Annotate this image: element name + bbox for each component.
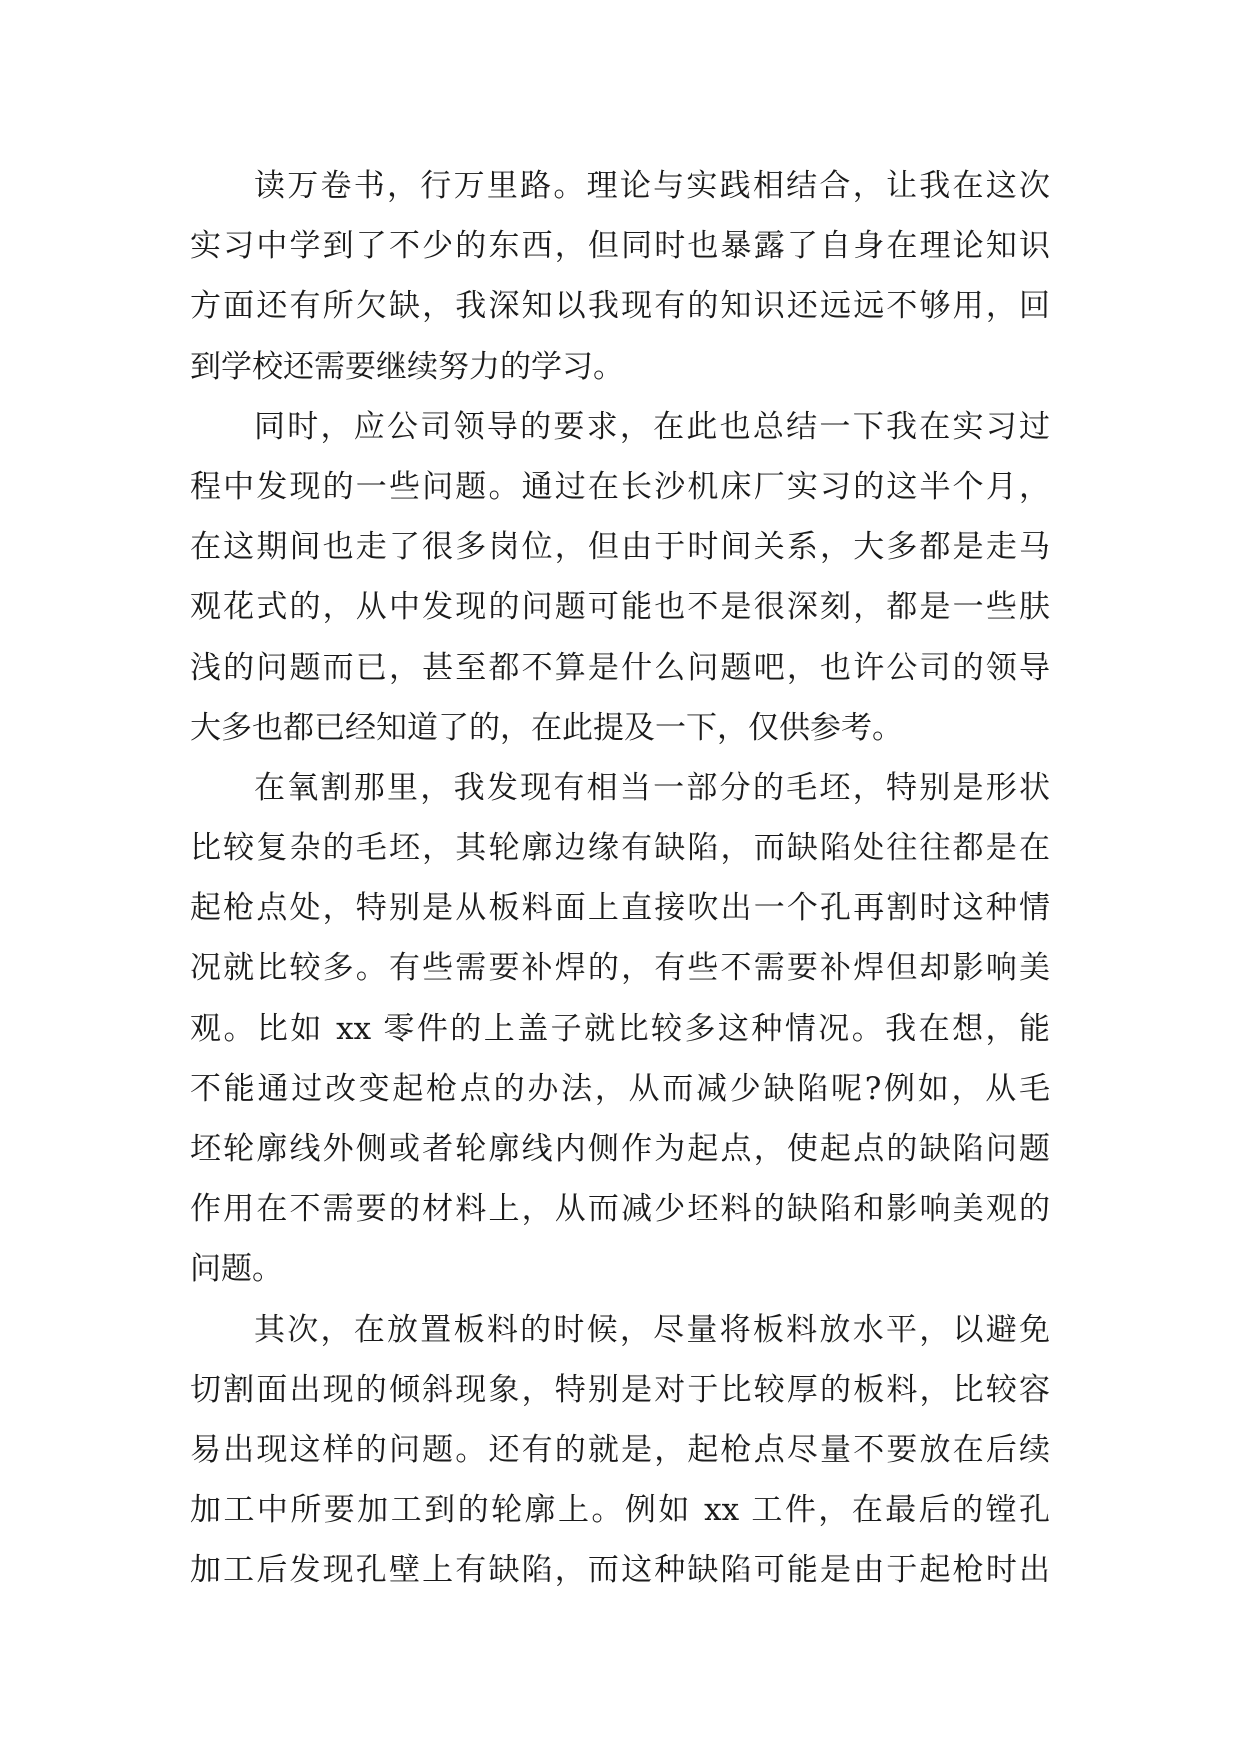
text-line: 读万卷书，行万里路。理论与实践相结合，让我在这次 (254, 168, 1050, 204)
paragraph-3 (190, 758, 1050, 1300)
text-line: 加工后发现孔壁上有缺陷，而这种缺陷可能是由于起枪时出 (190, 1552, 1050, 1589)
text-line: 不能通过改变起枪点的办法，从而减少缺陷呢?例如，从毛 (190, 1070, 1050, 1107)
text-line: 作用在不需要的材料上，从而减少坯料的缺陷和影响美观的 (190, 1191, 1050, 1228)
text-line: 大多也都已经知道了的，在此提及一下，仅供参考。 (190, 709, 903, 746)
text-line: 比较复杂的毛坯，其轮廓边缘有缺陷，而缺陷处往往都是在 (190, 830, 1050, 867)
text-line: 观花式的，从中发现的问题可能也不是很深刻，都是一些肤 (190, 589, 1050, 626)
text-line: 问题。 (190, 1251, 283, 1288)
text-line: 方面还有所欠缺，我深知以我现有的知识还远远不够用，回 (190, 288, 1050, 325)
text-line: 观。比如 xx 零件的上盖子就比较多这种情况。我在想，能 (190, 1010, 1050, 1047)
text-line: 实习中学到了不少的东西，但同时也暴露了自身在理论知识 (190, 228, 1050, 265)
text-line: 到学校还需要继续努力的学习。 (190, 348, 624, 385)
text-line: 其次，在放置板料的时候，尽量将板料放水平，以避免 (254, 1311, 1050, 1348)
paragraph-2 (190, 397, 1050, 758)
text-line: 起枪点处，特别是从板料面上直接吹出一个孔再割时这种情 (190, 890, 1050, 927)
text-line: 在氧割那里，我发现有相当一部分的毛坯，特别是形状 (254, 769, 1050, 806)
text-line: 浅的问题而已，甚至都不算是什么问题吧，也许公司的领导 (190, 649, 1050, 686)
text-line: 况就比较多。有些需要补焊的，有些不需要补焊但却影响美 (190, 950, 1050, 987)
text-line: 坯轮廓线外侧或者轮廓线内侧作为起点，使起点的缺陷问题 (190, 1131, 1050, 1167)
document-body (190, 156, 1050, 1601)
text-line: 同时，应公司领导的要求，在此也总结一下我在实习过 (254, 408, 1050, 445)
paragraph-4 (190, 1300, 1050, 1601)
text-line: 加工中所要加工到的轮廓上。例如 xx 工件，在最后的镗孔 (190, 1492, 1050, 1529)
text-line: 易出现这样的问题。还有的就是，起枪点尽量不要放在后续 (190, 1431, 1050, 1468)
paragraph-1 (190, 156, 1050, 397)
text-line: 程中发现的一些问题。通过在长沙机床厂实习的这半个月， (190, 468, 1050, 505)
text-line: 切割面出现的倾斜现象，特别是对于比较厚的板料，比较容 (190, 1371, 1050, 1408)
text-line: 在这期间也走了很多岗位，但由于时间关系，大多都是走马 (190, 529, 1050, 566)
